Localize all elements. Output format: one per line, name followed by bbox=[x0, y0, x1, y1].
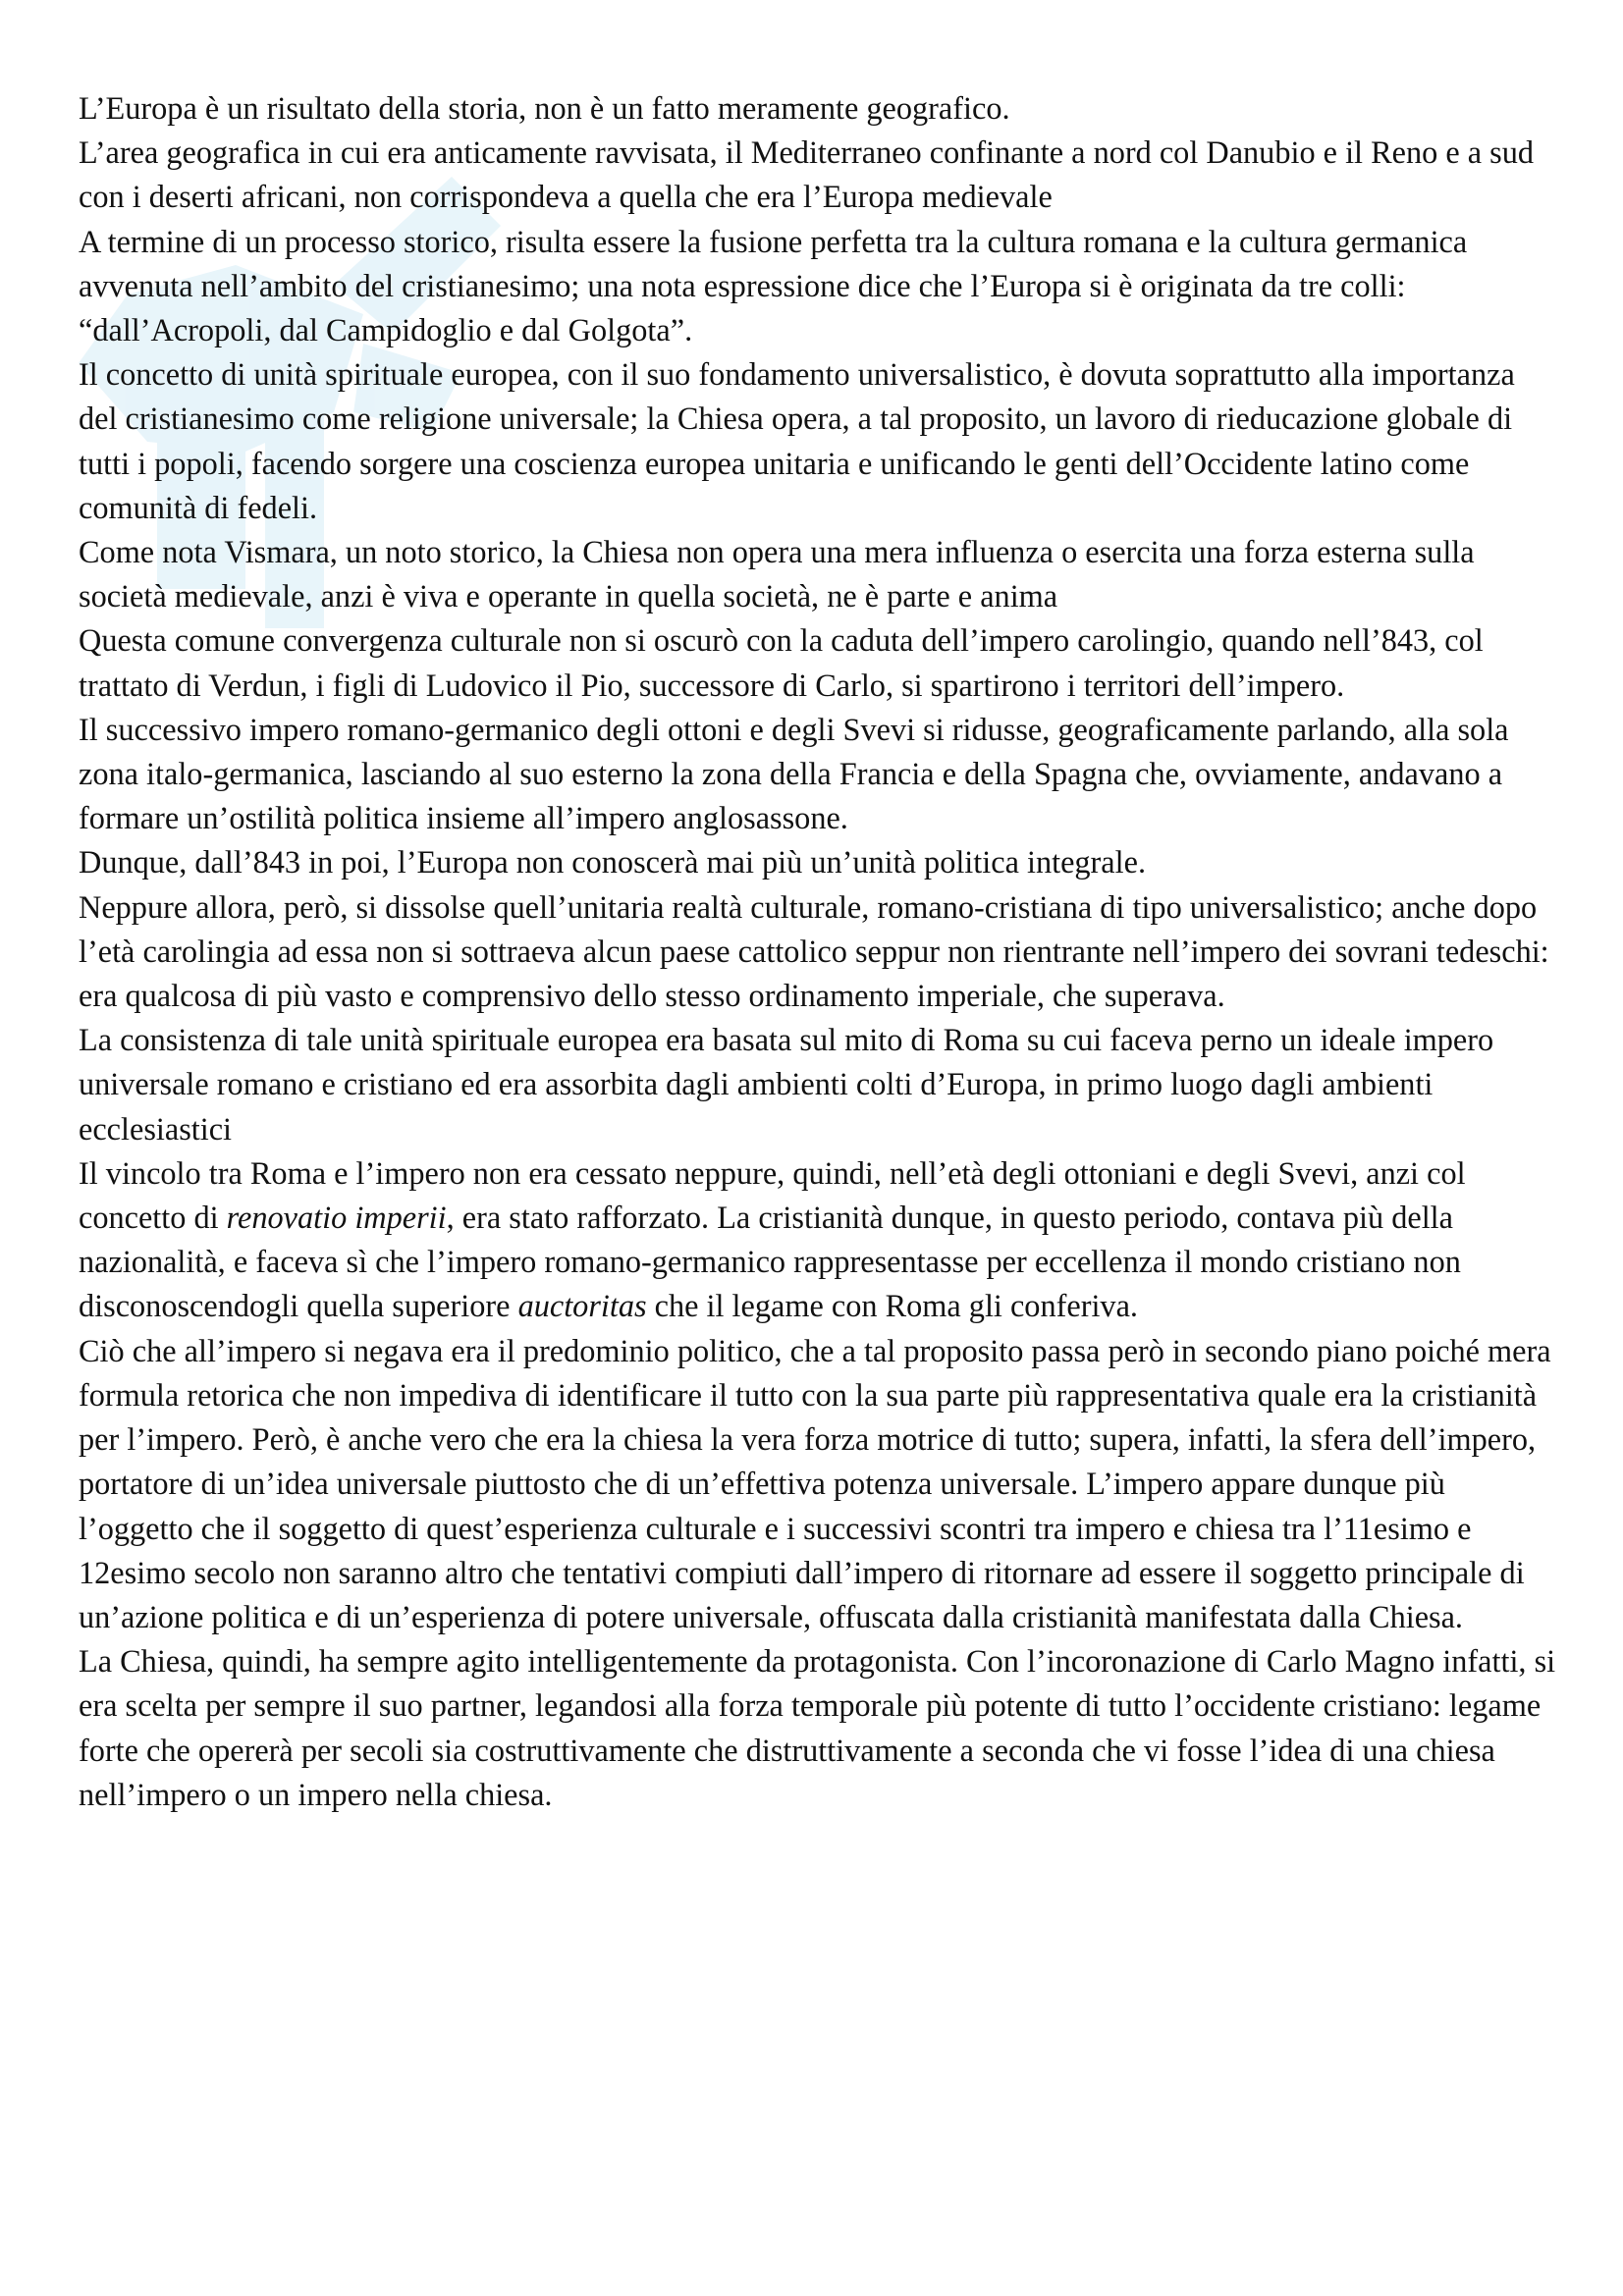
paragraph-13: La Chiesa, quindi, ha sempre agito intelligentemente da protagonista. Con l’incoronazione di Carlo Magno infatti, si era scelta per sempre il suo partner, legandosi alla forza temporale più potente di tutto l’occidente cristiano: legame forte che opererà per secoli sia costruttivamente che distruttivamente a seconda che vi fosse l’idea di una chiesa nell’impero o un impero nella chiesa. bbox=[79, 1643, 1556, 1812]
paragraph-11-part-a: Il vincolo tra Roma e l’impero non era cessato neppure, quindi, nell’età degli ottoniani e degli Svevi, anzi col concetto di bbox=[79, 1154, 1466, 1236]
paragraph-4: Il concetto di unità spirituale europea, con il suo fondamento universalistico, è dovuta soprattutto alla importanza del cristianesimo come religione universale; la Chiesa opera, a tal proposito, un lavoro di rieducazione globale di tutti i popoli, facendo sorgere una coscienza europea unitaria e unificando le genti dell’Occidente latino come comunità di fedeli. bbox=[79, 356, 1515, 525]
paragraph-7: Il successivo impero romano-germanico degli ottoni e degli Svevi si ridusse, geograficamente parlando, alla sola zona italo-germanica, lasciando al suo esterno la zona della Francia e della Spagna che, ovviamente, andavano a formare un’ostilità politica insieme all’impero anglosassone. bbox=[79, 711, 1509, 836]
paragraph-6: Questa comune convergenza culturale non si oscurò con la caduta dell’impero carolingio, quando nell’843, col trattato di Verdun, i figli di Ludovico il Pio, successore di Carlo, si spartirono i territori dell’impero. bbox=[79, 622, 1484, 703]
paragraph-3: A termine di un processo storico, risulta essere la fusione perfetta tra la cultura romana e la cultura germanica avvenuta nell’ambito del cristianesimo; una nota espressione dice che l’Europa si è originata da tre colli: “dall’Acropoli, dal Campidoglio e dal Golgota”. bbox=[79, 223, 1468, 348]
paragraph-11-part-b: , era stato rafforzato. La cristianità dunque, in questo periodo, contava più della nazionalità, e faceva sì che l’impero romano-germanico rappresentasse per eccellenza il mondo cristiano non disconoscendogli quella superiore bbox=[79, 1200, 1461, 1324]
paragraph-11 bbox=[79, 1151, 1556, 1329]
italic-auctoritas: auctoritas bbox=[517, 1288, 647, 1324]
paragraph-8: Dunque, dall’843 in poi, l’Europa non conoscerà mai più un’unità politica integrale. bbox=[79, 844, 1147, 881]
document-body bbox=[79, 86, 1556, 1817]
paragraph-9: Neppure allora, però, si dissolse quell’unitaria realtà culturale, romano-cristiana di tipo universalistico; anche dopo l’età carolingia ad essa non si sottraeva alcun paese cattolico seppur non rientrante nell’impero dei sovrani tedeschi: era qualcosa di più vasto e comprensivo dello stesso ordinamento imperiale, che superava. bbox=[79, 888, 1549, 1014]
paragraph-10: La consistenza di tale unità spirituale europea era basata sul mito di Roma su cui faceva perno un ideale impero universale romano e cristiano ed era assorbita dagli ambienti colti d’Europa, in primo luogo dagli ambienti ecclesiastici bbox=[79, 1022, 1494, 1147]
paragraph-5: Come nota Vismara, un noto storico, la Chiesa non opera una mera influenza o esercita una forza esterna sulla società medievale, anzi è viva e operante in quella società, ne è parte e anima bbox=[79, 534, 1475, 614]
paragraph-12: Ciò che all’impero si negava era il predominio politico, che a tal proposito passa però in secondo piano poiché mera formula retorica che non impediva di identificare il tutto con la sua parte più rappresentativa quale era la cristianità per l’impero. Però, è anche vero che era la chiesa la vera forza motrice di tutto; supera, infatti, la sfera dell’impero, portatore di un’idea universale piuttosto che di un’effettiva potenza universale. L’impero appare dunque più l’oggetto che il soggetto di quest’esperienza culturale e i successivi scontri tra impero e chiesa tra l’11esimo e 12esimo secolo non saranno altro che tentativi compiuti dall’impero di ritornare ad essere il soggetto principale di un’azione politica e di un’esperienza di potere universale, offuscata dalla cristianità manifestata dalla Chiesa. bbox=[79, 1332, 1551, 1634]
paragraph-11-part-c: che il legame con Roma gli conferiva. bbox=[646, 1288, 1138, 1324]
paragraph-2: L’area geografica in cui era anticamente ravvisata, il Mediterraneo confinante a nord col Danubio e il Reno e a sud con i deserti africani, non corrispondeva a quella che era l’Europa medievale bbox=[79, 134, 1535, 215]
italic-renovatio-imperii: renovatio imperii bbox=[226, 1200, 447, 1236]
paragraph-1: L’Europa è un risultato della storia, non è un fatto meramente geografico. bbox=[79, 90, 1010, 126]
